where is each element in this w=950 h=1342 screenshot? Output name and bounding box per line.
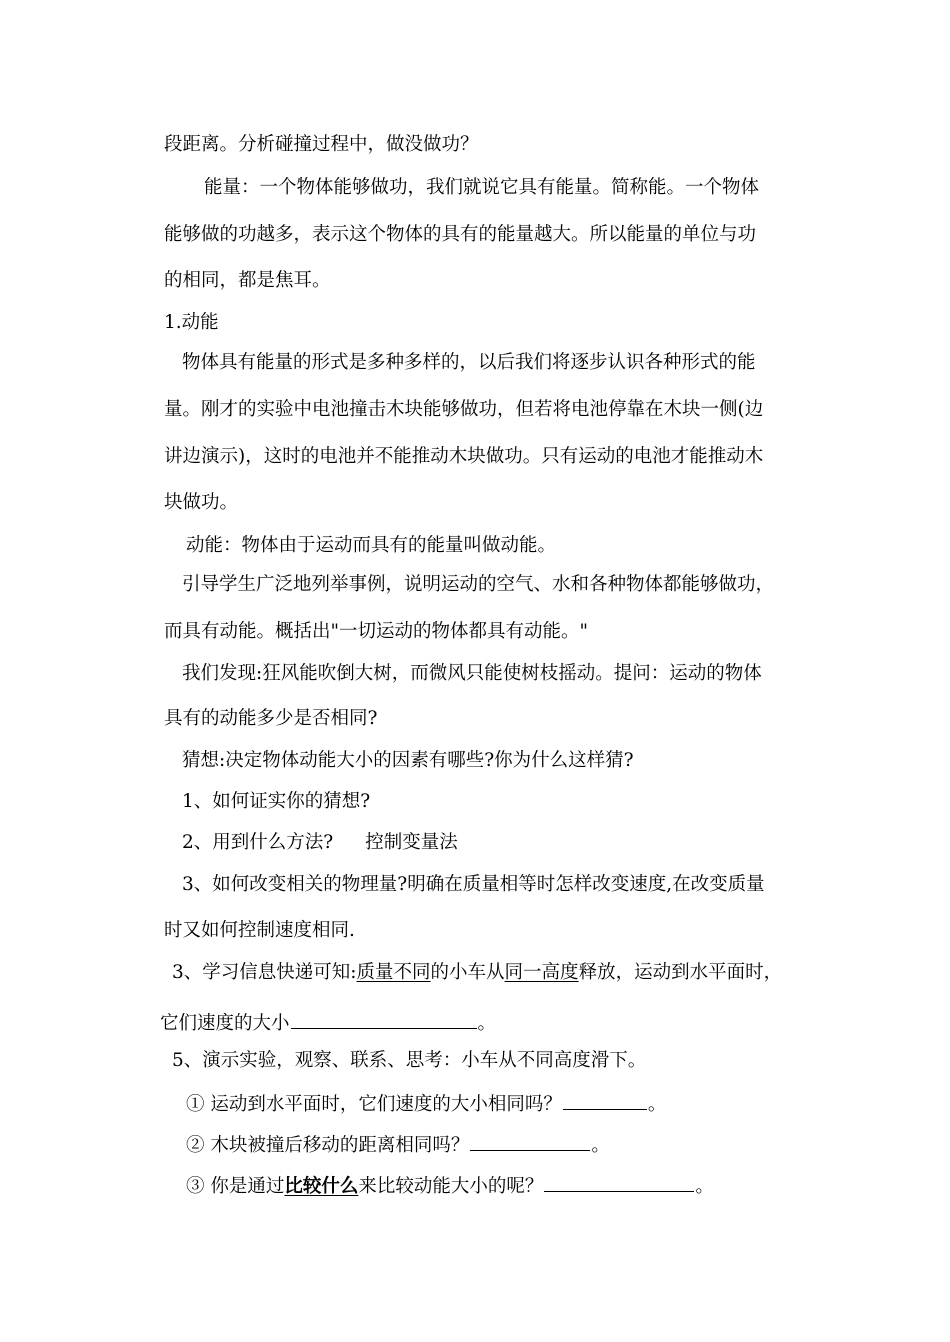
period: 。: [477, 1013, 497, 1034]
answer-blank[interactable]: [470, 1132, 590, 1151]
answer-blank[interactable]: [563, 1091, 647, 1110]
fill-in-line: [186, 1173, 714, 1200]
text-line: 块做功。: [164, 492, 239, 513]
text-line: 而具有动能。概括出"一切运动的物体都具有动能。": [164, 621, 589, 642]
question-line: [182, 830, 458, 856]
period: 。: [695, 1176, 714, 1197]
text-line: 能够做的功越多，表示这个物体的具有的能量越大。所以能量的单位与功: [164, 224, 757, 245]
info-line: [172, 960, 782, 986]
fill-in-line: [160, 1010, 496, 1037]
answer-blank[interactable]: [291, 1010, 477, 1029]
question-text: 来比较动能大小的呢？: [358, 1176, 544, 1197]
text-line: 引导学生广泛地列举事例，说明运动的空气、水和各种物体都能够做功，: [182, 574, 775, 595]
fill-in-line: [186, 1132, 610, 1159]
text-line: 时又如何控制速度相同.: [164, 920, 355, 941]
question-line: 3、如何改变相关的物理量?明确在质量相等时怎样改变速度,在改变质量: [182, 874, 765, 895]
text-line: 5、演示实验，观察、联系、思考：小车从不同高度滑下。: [172, 1050, 647, 1071]
answer-blank[interactable]: [544, 1173, 694, 1192]
text-line: 我们发现:狂风能吹倒大树，而微风只能使树枝摇动。提问：运动的物体: [182, 663, 762, 684]
text-line: 具有的动能多少是否相同?: [164, 708, 378, 729]
definition-line: 动能：物体由于运动而具有的能量叫做动能。: [186, 535, 557, 556]
text-line: 段距离。分析碰撞过程中，做没做功？: [164, 134, 479, 155]
period: 。: [591, 1135, 610, 1156]
text-line: 能量：一个物体能够做功，我们就说它具有能量。简称能。一个物体: [204, 177, 760, 198]
underlined-term: 同一高度: [504, 962, 579, 983]
info-suffix: 释放，运动到水平面时，: [578, 962, 783, 983]
text-line: 讲边演示)，这时的电池并不能推动木块做功。只有运动的电池才能推动木: [164, 446, 764, 467]
method-answer: 控制变量法: [365, 832, 458, 853]
question-text: ③ 你是通过: [186, 1176, 285, 1197]
info-prefix: 3、学习信息快递可知:: [172, 962, 357, 983]
emphasized-term: 比较什么: [284, 1176, 359, 1197]
period: 。: [647, 1094, 667, 1115]
underlined-term: 质量不同: [356, 962, 431, 983]
question-line: 1、如何证实你的猜想?: [182, 791, 371, 812]
text-line: 的相同，都是焦耳。: [164, 270, 331, 291]
info-mid: 的小车从: [430, 962, 505, 983]
fill-in-line: [186, 1091, 666, 1118]
text-line: 猜想:决定物体动能大小的因素有哪些?你为什么这样猜?: [182, 750, 634, 771]
question-text: ① 运动到水平面时，它们速度的大小相同吗？: [186, 1094, 562, 1115]
question-text: ② 木块被撞后移动的距离相同吗？: [186, 1135, 470, 1156]
text-line: 物体具有能量的形式是多种多样的，以后我们将逐步认识各种形式的能: [182, 352, 756, 373]
fill-in-text: 它们速度的大小: [160, 1013, 290, 1034]
question-text: 2、用到什么方法?: [182, 832, 334, 853]
section-heading: 1.动能: [164, 312, 219, 333]
text-line: 量。刚才的实验中电池撞击木块能够做功，但若将电池停靠在木块一侧(边: [164, 399, 764, 420]
